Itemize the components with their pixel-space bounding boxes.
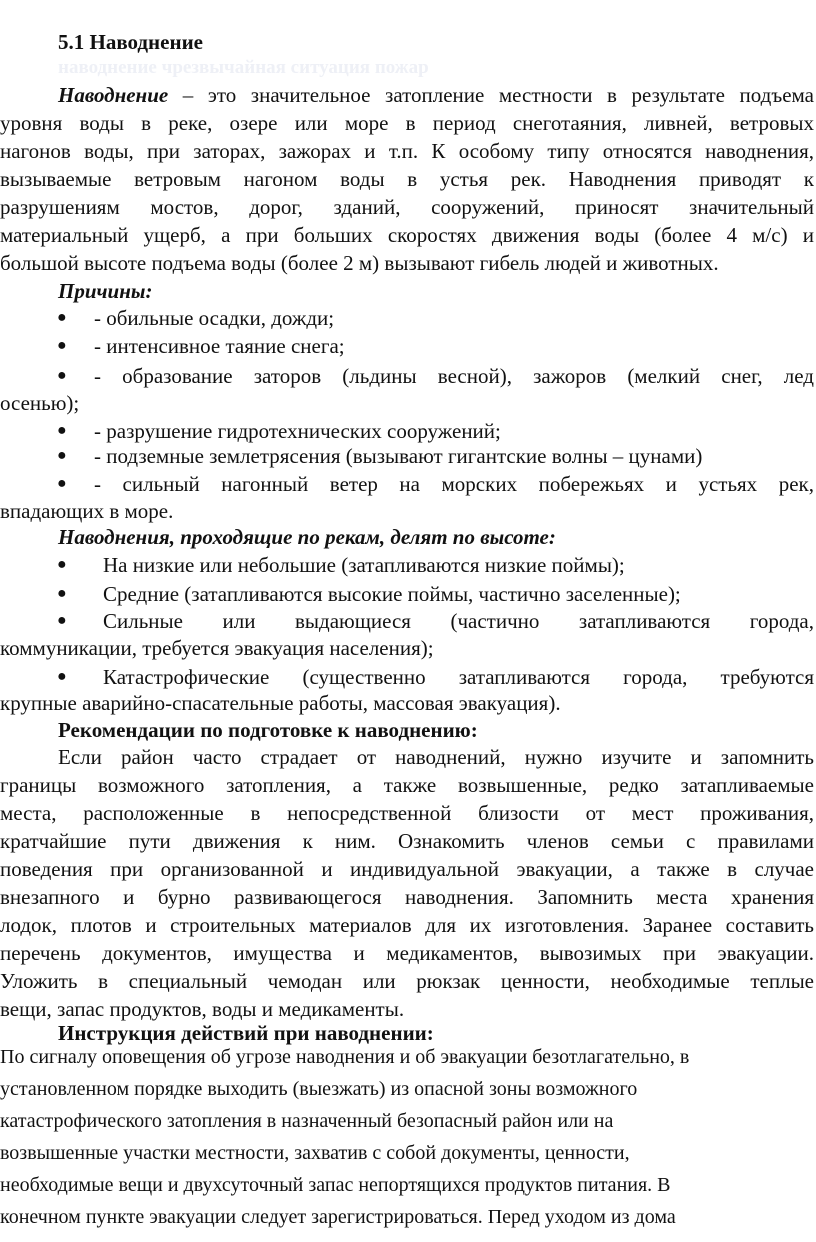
bullet-icon: ●: [57, 668, 67, 685]
causes-title: Причины:: [58, 279, 153, 303]
bullet-icon: ●: [57, 585, 67, 602]
height-class-4-cont: крупные аварийно-спасательные работы, массовая эвакуация).: [0, 691, 561, 715]
bullet-icon: ●: [57, 337, 67, 354]
instructions-line-3: катастрофического затопления в назначенный безопасный район или на: [0, 1110, 614, 1132]
instructions-title: Инструкция действий при наводнении:: [58, 1021, 434, 1045]
cause-item-6: - сильный нагонный ветер на морских побережьях и устьях рек,: [94, 472, 814, 496]
cause-item-2: - интенсивное таяние снега;: [94, 334, 345, 358]
intro-line-6: материальный ущерб, а при больших скоростях движения воды (более 4 м/с) и: [0, 223, 814, 247]
bullet-icon: ●: [57, 612, 67, 629]
bullet-icon: ●: [57, 367, 67, 384]
preparation-line-4: кратчайшие пути движения к ним. Ознакомить членов семьи с правилами: [0, 829, 814, 853]
preparation-line-1: Если район часто страдает от наводнений, нужно изучите и запомнить: [58, 745, 814, 769]
instructions-line-6: конечном пункте эвакуации следует зарегистрироваться. Перед уходом из дома: [0, 1206, 676, 1228]
intro-line-3: нагонов воды, при заторах, зажорах и т.п. К особому типу относятся наводнения,: [0, 139, 814, 163]
cause-item-3-cont: осенью);: [0, 391, 80, 415]
height-class-4: Катастрофические (существенно затапливаются города, требуются: [103, 665, 814, 689]
height-class-1: На низкие или небольшие (затапливаются низкие поймы);: [103, 553, 625, 577]
instructions-line-1: По сигналу оповещения об угрозе наводнения и об эвакуации безотлагательно, в: [0, 1046, 690, 1068]
preparation-line-2: границы возможного затопления, а также возвышенные, редко затапливаемые: [0, 773, 814, 797]
cause-item-6-cont: впадающих в море.: [0, 499, 174, 523]
height-classes-title: Наводнения, проходящие по рекам, делят по высоте:: [58, 525, 556, 549]
cause-item-4: - разрушение гидротехнических сооружений;: [94, 419, 501, 443]
intro-line-4: вызываемые ветровым нагоном воды в устья рек. Наводнения приводят к: [0, 167, 814, 191]
preparation-line-5: поведения при организованной и индивидуальной эвакуации, а также в случае: [0, 857, 814, 881]
section-heading: 5.1 Наводнение: [58, 30, 203, 54]
watermark-text: наводнение чрезвычайная ситуация пожар: [58, 57, 429, 78]
height-class-3: Сильные или выдающиеся (частично затапливаются города,: [103, 609, 814, 633]
intro-line-7: большой высоте подъема воды (более 2 м) вызывают гибель людей и животных.: [0, 251, 719, 275]
preparation-line-8: перечень документов, имущества и медикаментов, вывозимых при эвакуации.: [0, 941, 814, 965]
preparation-title: Рекомендации по подготовке к наводнению:: [58, 718, 478, 742]
intro-line-1: [58, 81, 814, 109]
bullet-icon: ●: [57, 475, 67, 492]
cause-item-5: - подземные землетрясения (вызывают гигантские волны – цунами): [94, 444, 703, 468]
height-class-2: Средние (затапливаются высокие поймы, частично заселенные);: [103, 582, 681, 606]
instructions-line-2: установленном порядке выходить (выезжать) из опасной зоны возможного: [0, 1078, 638, 1100]
intro-term: Наводнение: [58, 83, 169, 107]
preparation-line-6: внезапного и бурно развивающегося наводнения. Запомнить места хранения: [0, 885, 814, 909]
intro-line-5: разрушениям мостов, дорог, зданий, сооружений, приносят значительный: [0, 195, 814, 219]
preparation-line-10: вещи, запас продуктов, воды и медикаменты.: [0, 997, 405, 1021]
bullet-icon: ●: [57, 556, 67, 573]
preparation-line-3: места, расположенные в непосредственной близости от мест проживания,: [0, 801, 814, 825]
height-class-3-cont: коммуникации, требуется эвакуация населения);: [0, 636, 434, 660]
preparation-line-9: Уложить в специальный чемодан или рюкзак ценности, необходимые теплые: [0, 969, 814, 993]
intro-line-2: уровня воды в реке, озере или море в период снеготаяния, ливней, ветровых: [0, 111, 814, 135]
cause-item-1: - обильные осадки, дожди;: [94, 306, 335, 330]
preparation-line-7: лодок, плотов и строительных материалов для их изготовления. Заранее составить: [0, 913, 814, 937]
cause-item-3: - образование заторов (льдины весной), зажоров (мелкий снег, лед: [94, 364, 814, 388]
intro-line-1-text: – это значительное затопление местности в результате подъема: [168, 83, 814, 107]
bullet-icon: ●: [57, 422, 67, 439]
bullet-icon: ●: [57, 309, 67, 326]
instructions-line-4: возвышенные участки местности, захватив с собой документы, ценности,: [0, 1142, 630, 1164]
instructions-line-5: необходимые вещи и двухсуточный запас непортящихся продуктов питания. В: [0, 1174, 671, 1196]
bullet-icon: ●: [57, 447, 67, 464]
